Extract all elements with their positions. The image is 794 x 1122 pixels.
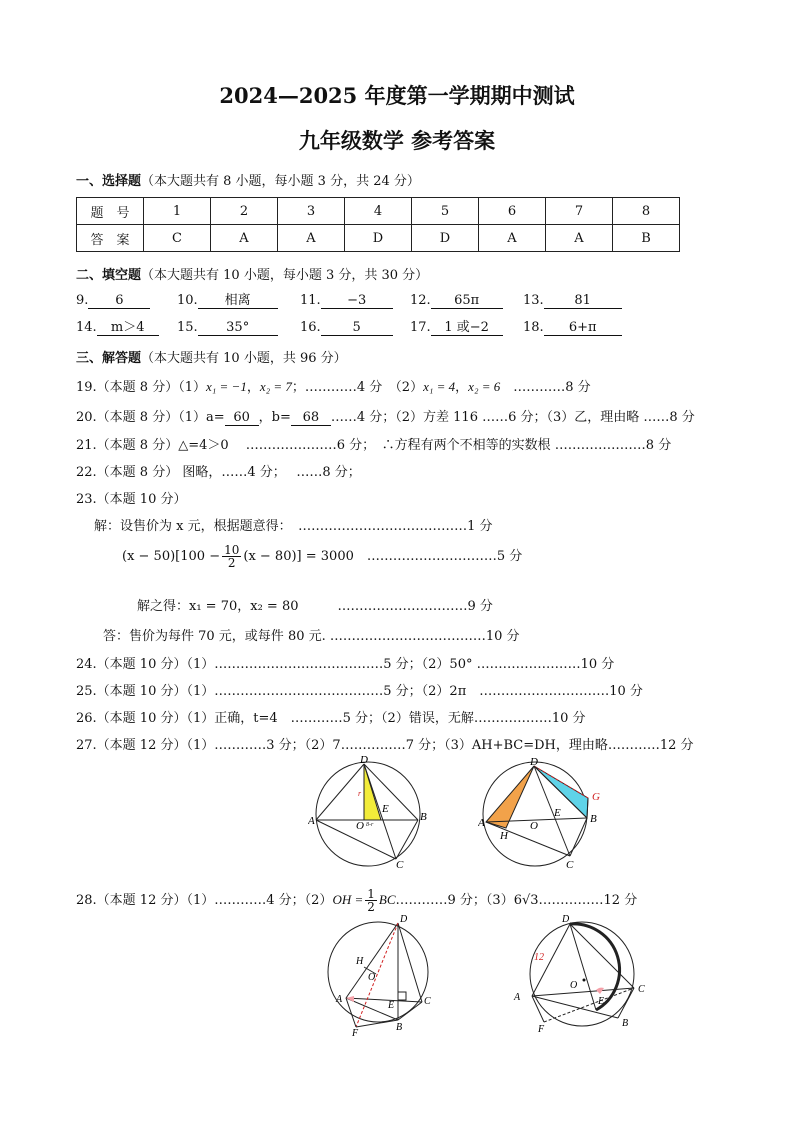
table-row: 题 号 1 2 3 4 5 6 7 8 [77, 198, 680, 225]
fill-item-14: 14. m＞4 [76, 320, 159, 336]
svg-text:C: C [424, 996, 431, 1007]
svg-text:A: A [514, 992, 521, 1003]
q28-figure-2 [510, 912, 650, 1037]
q27-figure-1 [308, 756, 428, 871]
q19-line: 19.（本题 8 分）（1）x₁ = −1，x₂ = 7；…………4 分 （2）x₁ = 4，x₂ = 6 …………8 分 [76, 379, 591, 395]
q23-solution: 解之得：x₁ = 70，x₂ = 80 …………………………9 分 [137, 599, 493, 614]
fill-item-11: 11. −3 [300, 293, 393, 309]
q20-line: 20.（本题 8 分）（1）a= 60 ，b= 68 ……4 分；（2）方差 116 ……6 分；（3）乙，理由略 ……8 分 [76, 410, 695, 425]
svg-text:B: B [396, 1022, 403, 1033]
svg-text:B: B [622, 1018, 629, 1029]
fill-item-9: 9. 6 [76, 293, 150, 309]
section-3-heading: 三、解答题（本大题共有 10 小题，共 96 分） [76, 351, 347, 366]
svg-text:H: H [500, 830, 508, 842]
svg-text:F: F [538, 1024, 545, 1035]
svg-text:H: H [356, 956, 364, 967]
q28-figure-1 [318, 912, 438, 1037]
fill-item-15: 15. 35° [177, 320, 278, 336]
q23-heading: 23.（本题 10 分） [76, 492, 187, 507]
q22-line: 22.（本题 8 分） 图略，……4 分； ……8 分； [76, 465, 361, 480]
svg-text:B: B [590, 813, 597, 825]
q21-line: 21.（本题 8 分）△=4＞0 …………………6 分； ∴方程有两个不相等的实数根 …………………8 分 [76, 438, 672, 453]
fill-item-18: 18. 6+π [523, 320, 622, 336]
svg-text:C: C [638, 984, 645, 995]
q24-line: 24.（本题 10 分）（1）…………………………………5 分；（2）50° ……………………10 分 [76, 657, 615, 672]
svg-text:O: O [530, 820, 538, 832]
svg-text:G: G [592, 791, 600, 803]
svg-text:D: D [562, 914, 570, 925]
section-1-heading: 一、选择题（本大题共有 8 小题，每小题 3 分，共 24 分） [76, 174, 420, 189]
table-header-label: 题 号 [77, 198, 144, 225]
svg-text:C: C [396, 859, 404, 871]
svg-text:A: A [478, 817, 485, 829]
svg-text:r: r [358, 789, 362, 798]
q23-step-1: 解：设售价为 x 元，根据题意得： …………………………………1 分 [94, 519, 493, 534]
q23-answer: 答：售价为每件 70 元，或每件 80 元. ………………………………10 分 [103, 629, 520, 644]
svg-text:D: D [400, 914, 408, 925]
svg-text:12: 12 [534, 952, 544, 963]
svg-text:8-r: 8-r [366, 822, 374, 828]
q25-line: 25.（本题 10 分）（1）…………………………………5 分；（2）2π …………………………10 分 [76, 684, 643, 699]
svg-text:F: F [352, 1028, 359, 1037]
fill-item-12: 12. 65π [410, 293, 503, 309]
svg-text:O: O [368, 972, 376, 983]
svg-text:E: E [598, 996, 605, 1007]
title-line-2: 九年级数学 参考答案 [298, 128, 496, 153]
fill-item-16: 16. 5 [300, 320, 393, 336]
svg-text:E: E [382, 803, 389, 815]
svg-text:O: O [570, 980, 578, 991]
table-answer-label: 答 案 [77, 225, 144, 252]
svg-text:E: E [554, 807, 561, 819]
svg-text:E: E [388, 1000, 395, 1011]
q27-line: 27.（本题 12 分）（1）…………3 分；（2）7……………7 分；（3）AH+BC=DH，理由略…………12 分 [76, 738, 694, 753]
svg-text:B: B [420, 811, 427, 823]
q28-line: 28.（本题 12 分）（1）…………4 分；（2）OH = $\frac{1}{2}$ BC…………9 分；（3）6√3……………12 分 [76, 887, 638, 914]
q26-line: 26.（本题 10 分）（1）正确，t=4 …………5 分；（2）错误，无解………………10 分 [76, 711, 586, 726]
svg-text:A: A [336, 994, 343, 1005]
title-line-1: 2024—2025 年度第一学期期中测试 [219, 83, 575, 108]
svg-text:D: D [530, 756, 538, 768]
fill-item-10: 10. 相离 [177, 293, 278, 309]
svg-text:A: A [308, 815, 315, 827]
fill-item-17: 17. 1 或−2 [410, 320, 503, 336]
q23-equation: (x − 50)[100 − $\frac{10}{2}$ (x − 80)] = 3000 …………………………5 分 [122, 543, 523, 570]
section-2-heading: 二、填空题（本大题共有 10 小题，每小题 3 分，共 30 分） [76, 268, 429, 283]
svg-text:C: C [566, 859, 574, 871]
svg-text:O: O [356, 820, 364, 832]
q27-figure-2 [478, 756, 608, 871]
label-D: D [360, 756, 368, 766]
fill-item-13: 13. 81 [523, 293, 622, 309]
answer-table [76, 197, 680, 252]
table-row: 答 案 C A A D D A A B [77, 225, 680, 252]
